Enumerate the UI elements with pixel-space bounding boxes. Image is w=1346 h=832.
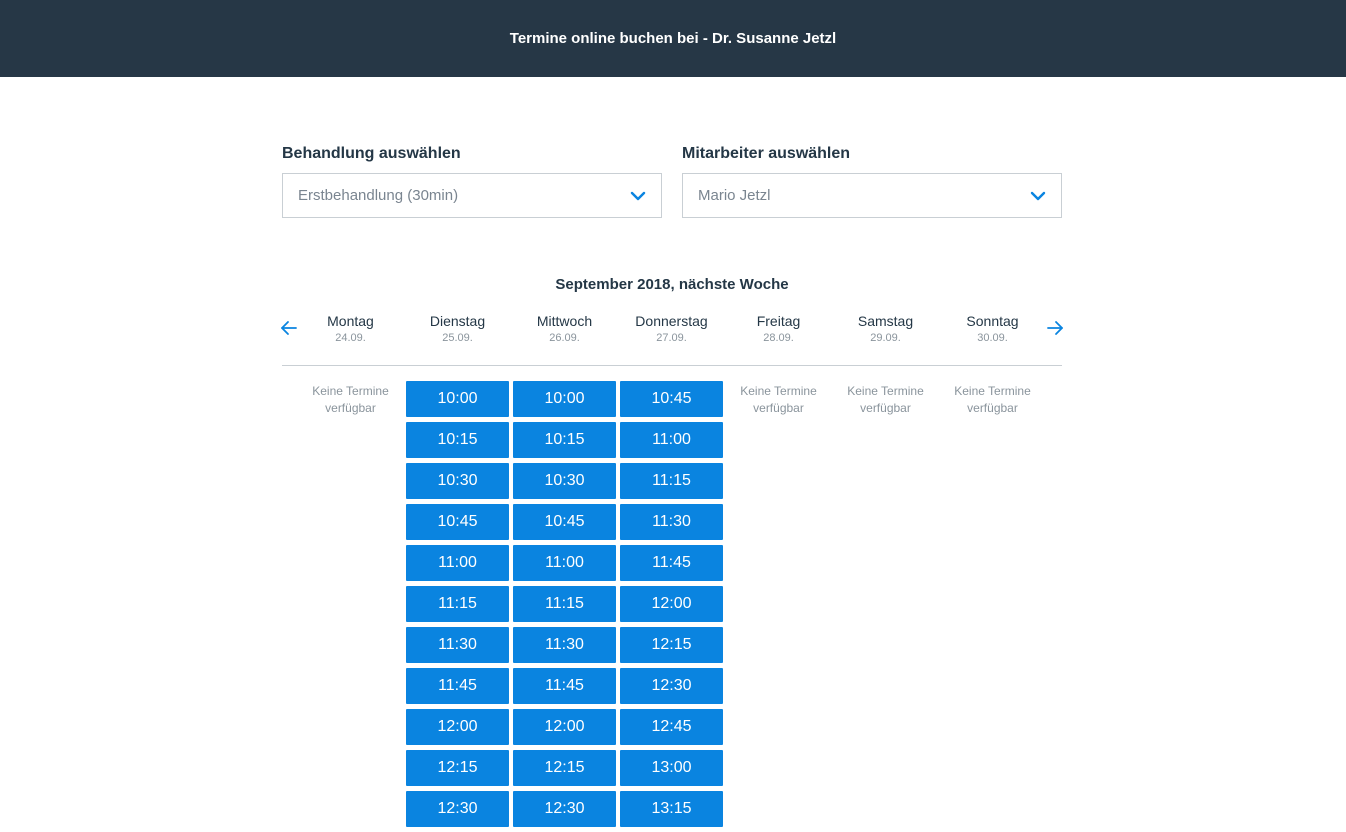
- time-slot-button[interactable]: 11:00: [513, 545, 616, 581]
- day-header-montag: [299, 313, 402, 345]
- time-slot-button[interactable]: 12:15: [406, 750, 509, 786]
- header-bar: [0, 0, 1346, 77]
- arrow-left-icon[interactable]: [280, 319, 298, 337]
- day-name: Donnerstag: [635, 313, 708, 329]
- employee-select[interactable]: [682, 173, 1062, 218]
- time-slot-button[interactable]: 10:45: [406, 504, 509, 540]
- day-header-dienstag: [406, 313, 509, 345]
- day-header-donnerstag: [620, 313, 723, 345]
- no-slots-text: Keine Termine verfügbar: [740, 384, 817, 415]
- employee-label: Mitarbeiter auswählen: [682, 145, 851, 162]
- day-date: 25.09.: [442, 332, 473, 344]
- time-slot-button[interactable]: 10:45: [513, 504, 616, 540]
- day-name: Montag: [327, 313, 374, 329]
- time-slot-button[interactable]: 12:30: [406, 791, 509, 827]
- time-slot-button[interactable]: 10:00: [513, 381, 616, 417]
- time-slot-button[interactable]: 11:30: [620, 504, 723, 540]
- day-date: 27.09.: [656, 332, 687, 344]
- time-slot-button[interactable]: 11:00: [406, 545, 509, 581]
- slot-column-freitag: [727, 381, 830, 417]
- time-slot-button[interactable]: 11:45: [620, 545, 723, 581]
- time-slot-button[interactable]: 10:15: [406, 422, 509, 458]
- time-slot-button[interactable]: 12:30: [513, 791, 616, 827]
- time-slot-button[interactable]: 10:15: [513, 422, 616, 458]
- time-slot-button[interactable]: 12:15: [620, 627, 723, 663]
- day-header-freitag: [727, 313, 830, 345]
- time-slot-button[interactable]: 12:00: [406, 709, 509, 745]
- treatment-select-group: [282, 145, 662, 218]
- day-name: Dienstag: [429, 313, 486, 329]
- employee-select-value: Mario Jetzl: [698, 187, 771, 204]
- no-slots-text: Keine Termine verfügbar: [954, 384, 1031, 415]
- day-date: 24.09.: [335, 332, 366, 344]
- employee-select-group: [682, 145, 1062, 218]
- slot-column-sonntag: [941, 381, 1044, 417]
- day-name: Freitag: [756, 313, 801, 329]
- slot-column-mittwoch: [513, 381, 616, 832]
- time-slot-button[interactable]: 11:15: [513, 586, 616, 622]
- day-name: Samstag: [857, 313, 914, 329]
- day-header-mittwoch: [513, 313, 616, 345]
- calendar-week-title: September 2018, nächste Woche: [555, 276, 789, 293]
- slot-column-dienstag: [406, 381, 509, 832]
- time-slot-button[interactable]: 11:00: [620, 422, 723, 458]
- time-slot-button[interactable]: 13:00: [620, 750, 723, 786]
- treatment-select-value: Erstbehandlung (30min): [298, 187, 459, 204]
- time-slot-button[interactable]: 11:45: [513, 668, 616, 704]
- time-slot-button[interactable]: 10:45: [620, 381, 723, 417]
- time-slot-button[interactable]: 11:15: [620, 463, 723, 499]
- calendar-divider: [282, 365, 1062, 366]
- treatment-select[interactable]: [282, 173, 662, 218]
- time-slot-button[interactable]: 12:00: [620, 586, 723, 622]
- time-slot-button[interactable]: 10:00: [406, 381, 509, 417]
- day-date: 28.09.: [763, 332, 794, 344]
- chevron-down-icon: [1030, 191, 1046, 201]
- treatment-label: Behandlung auswählen: [282, 145, 461, 162]
- time-slot-button[interactable]: 13:15: [620, 791, 723, 827]
- time-slot-button[interactable]: 12:30: [620, 668, 723, 704]
- time-slot-button[interactable]: 12:15: [513, 750, 616, 786]
- no-slots-text: Keine Termine verfügbar: [847, 384, 924, 415]
- slot-column-donnerstag: [620, 381, 723, 832]
- time-slot-button[interactable]: 12:45: [620, 709, 723, 745]
- slot-column-samstag: [834, 381, 937, 417]
- no-slots-text: Keine Termine verfügbar: [312, 384, 389, 415]
- day-date: 29.09.: [870, 332, 901, 344]
- time-slot-button[interactable]: 11:30: [513, 627, 616, 663]
- slot-column-montag: [299, 381, 402, 417]
- day-date: 30.09.: [977, 332, 1008, 344]
- day-date: 26.09.: [549, 332, 580, 344]
- time-slot-button[interactable]: 10:30: [406, 463, 509, 499]
- day-header-samstag: [834, 313, 937, 345]
- arrow-right-icon[interactable]: [1046, 319, 1064, 337]
- time-slot-button[interactable]: 11:15: [406, 586, 509, 622]
- time-slot-button[interactable]: 12:00: [513, 709, 616, 745]
- time-slot-button[interactable]: 11:30: [406, 627, 509, 663]
- page-title: Termine online buchen bei - Dr. Susanne Jetzl: [509, 30, 837, 47]
- chevron-down-icon: [630, 191, 646, 201]
- time-slot-button[interactable]: 11:45: [406, 668, 509, 704]
- time-slot-button[interactable]: 10:30: [513, 463, 616, 499]
- day-header-sonntag: [941, 313, 1044, 345]
- day-name: Mittwoch: [536, 313, 593, 329]
- day-name: Sonntag: [966, 313, 1019, 329]
